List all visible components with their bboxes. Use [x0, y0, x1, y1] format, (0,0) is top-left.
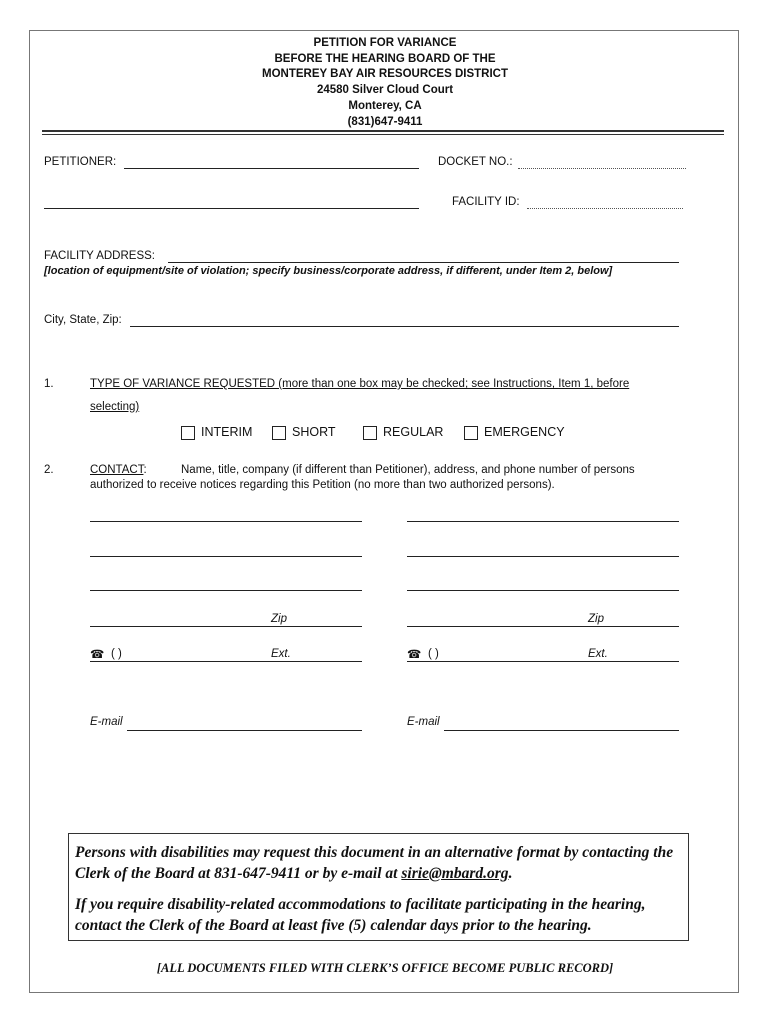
petitioner-field[interactable]	[124, 168, 419, 169]
public-record-footer: [ALL DOCUMENTS FILED WITH CLERK’S OFFICE BECOME PUBLIC RECORD]	[156, 961, 614, 975]
form-title: PETITION FOR VARIANCE	[313, 37, 457, 49]
contact-1-zip-label: Zip	[271, 613, 287, 625]
docket-field[interactable]	[518, 168, 686, 169]
contact-2-city-field[interactable]	[407, 626, 679, 627]
facility-address-label: FACILITY ADDRESS:	[44, 250, 155, 262]
checkbox-interim[interactable]: INTERIM	[181, 424, 252, 440]
checkbox-box[interactable]	[272, 426, 286, 440]
contact-2-email-field[interactable]	[444, 730, 679, 731]
item-1-text: TYPE OF VARIANCE REQUESTED (more than one box may be checked; see Instructions, Item 1, before	[90, 378, 630, 390]
contact-1-area-code: ( )	[111, 648, 122, 660]
contact-1-ext-label: Ext.	[271, 648, 291, 660]
checkbox-emergency[interactable]: EMERGENCY	[464, 424, 565, 440]
item-2-title: CONTACT:	[90, 464, 147, 476]
contact-2-phone-field[interactable]	[407, 661, 679, 662]
contact-1-phone-field[interactable]	[90, 661, 362, 662]
agency-city: Monterey, CA	[348, 100, 422, 112]
contact-1-name-field[interactable]	[90, 521, 362, 522]
accessibility-notice	[68, 833, 689, 941]
notice-paragraph-1: Persons with disabilities may request this document in an alternative format by contacting the Clerk of the Board at 831-647-9411 or by e-mail at sirie@mbard.org.	[75, 844, 674, 882]
clerk-email-link[interactable]: sirie@mbard.org	[401, 865, 509, 882]
facility-address-note: [location of equipment/site of violation; specify business/corporate address, if different, under Item 2, below]	[44, 265, 613, 277]
contact-1-email-label: E-mail	[90, 716, 123, 728]
item-1-text-cont: selecting)	[90, 401, 140, 413]
city-state-zip-field[interactable]	[130, 326, 679, 327]
contact-1-address-field[interactable]	[90, 590, 362, 591]
contact-2-zip-label: Zip	[588, 613, 604, 625]
facility-id-field[interactable]	[527, 208, 683, 209]
contact-2-address-field[interactable]	[407, 590, 679, 591]
city-state-zip-label: City, State, Zip:	[44, 314, 122, 326]
item-1-number: 1.	[44, 378, 54, 390]
phone-icon: ☎	[90, 649, 105, 661]
contact-1-email-field[interactable]	[127, 730, 362, 731]
contact-2-company-field[interactable]	[407, 556, 679, 557]
contact-1-city-field[interactable]	[90, 626, 362, 627]
contact-2-email-label: E-mail	[407, 716, 440, 728]
checkbox-box[interactable]	[363, 426, 377, 440]
header-line-2: BEFORE THE HEARING BOARD OF THE	[274, 53, 496, 65]
item-2-number: 2.	[44, 464, 54, 476]
agency-name: MONTEREY BAY AIR RESOURCES DISTRICT	[261, 68, 508, 80]
checkbox-box[interactable]	[464, 426, 478, 440]
agency-street: 24580 Silver Cloud Court	[316, 84, 454, 96]
checkbox-short[interactable]: SHORT	[272, 424, 336, 440]
item-2-description-cont: authorized to receive notices regarding this Petition (no more than two authorized persons).	[90, 479, 555, 491]
petitioner-field-line-2[interactable]	[44, 208, 419, 209]
contact-1-company-field[interactable]	[90, 556, 362, 557]
header-rule-thin	[42, 134, 724, 135]
notice-paragraph-2: If you require disability-related accommodations to facilitate participating in the hearing, contact the Clerk of the Board at least five (5) calendar days prior to the hearing.	[75, 896, 646, 934]
facility-id-label: FACILITY ID:	[452, 196, 520, 208]
contact-2-ext-label: Ext.	[588, 648, 608, 660]
phone-icon: ☎	[407, 649, 422, 661]
checkbox-box[interactable]	[181, 426, 195, 440]
header-rule-thick	[42, 130, 724, 132]
petitioner-label: PETITIONER:	[44, 156, 117, 168]
facility-address-field[interactable]	[168, 262, 679, 263]
agency-phone: (831)647-9411	[347, 116, 423, 128]
item-2-description: Name, title, company (if different than Petitioner), address, and phone number of persons	[181, 464, 635, 476]
contact-2-area-code: ( )	[428, 648, 439, 660]
docket-label: DOCKET NO.:	[438, 156, 513, 168]
checkbox-regular[interactable]: REGULAR	[363, 424, 443, 440]
contact-2-name-field[interactable]	[407, 521, 679, 522]
